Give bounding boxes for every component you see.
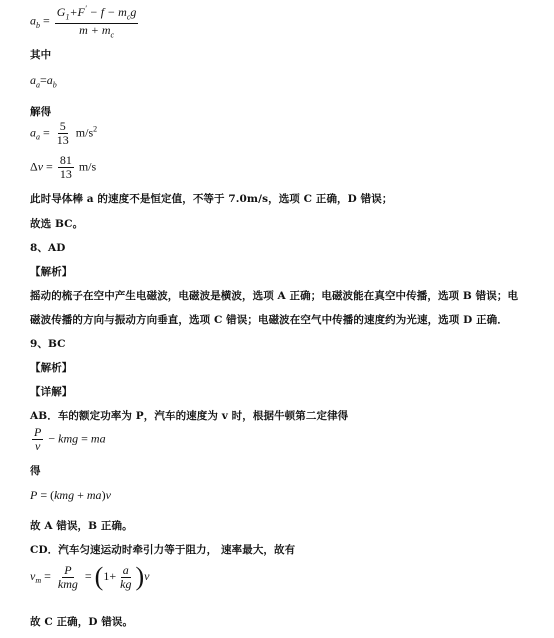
equation-delta-v: Δv = $\frac{81}{13}$ m/s xyxy=(30,153,97,181)
question-9-answer: 9、BC xyxy=(30,338,66,350)
text-ab-option: AB．车的额定功率为 P，汽车的速度为 v 时，根据牛顿第二定律得 xyxy=(30,410,349,422)
text-choice-7: 故选 BC。 xyxy=(30,218,84,230)
analysis-9-label: 【解析】 xyxy=(30,362,73,374)
text-conclusion-7: 此时导体棒 a 的速度不是恒定值，不等于 7.0m/s，选项 C 正确，D 错误； xyxy=(30,193,393,205)
detail-9-label: 【详解】 xyxy=(30,386,73,398)
equation-ab: $a_b$ = $\frac{G_1+F' - f - m_cg}{m + m_c}$ xyxy=(30,4,137,40)
equation-aa-value: $a_a$ = $\frac{5}{13}$ $m/s^2$ xyxy=(30,119,98,147)
text-a-wrong: 故 A 错误，B 正确。 xyxy=(30,520,133,532)
equation-newton-second-law: $\frac{P}{v}$ − kmg = ma xyxy=(34,425,106,453)
text-jiede: 解得 xyxy=(30,106,52,118)
equation-aa-equals-ab: $a_a=a_b$ xyxy=(30,73,57,90)
text-cd-option: CD．汽车匀速运动时牵引力等于阻力， 速率最大，故有 xyxy=(30,544,296,556)
analysis-8-text-2: 磁波传播的方向与振动方向垂直，选项 C 错误；电磁波在空气中传播的速度约为光速，选项 D 正确． xyxy=(30,314,508,326)
equation-power: P = (kmg + ma)v xyxy=(30,488,111,502)
analysis-8-text-1: 摇动的梳子在空中产生电磁波，电磁波是横波，选项 A 正确；电磁波能在真空中传播，选项 B 错误；电 xyxy=(30,290,519,302)
analysis-8-label: 【解析】 xyxy=(30,266,73,278)
text-zhongzhong: 其中 xyxy=(30,49,52,61)
text-de: 得 xyxy=(30,465,41,477)
text-c-right: 故 C 正确，D 错误。 xyxy=(30,616,134,628)
question-8-answer: 8、AD xyxy=(30,242,66,254)
equation-vm: $v_m$ = $\frac{P}{\text{kmg}}$ = (1+ $\frac{a}{kg}$ )v xyxy=(30,562,150,591)
